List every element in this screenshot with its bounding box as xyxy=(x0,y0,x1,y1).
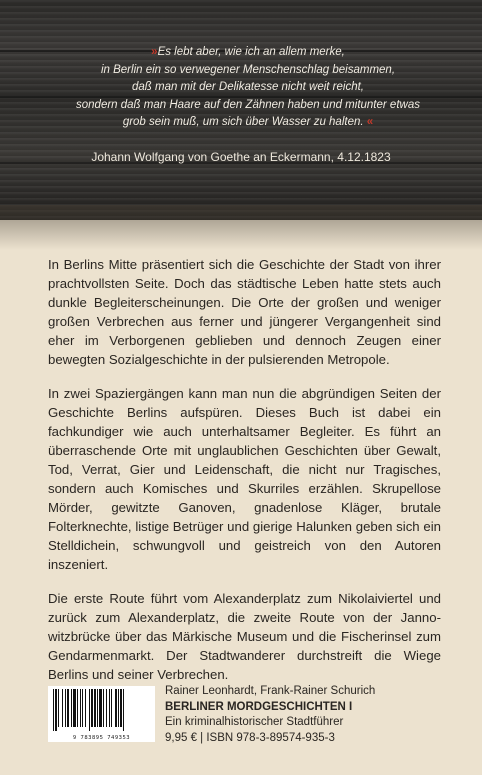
book-subtitle: Ein kriminalhistorischer Stadtführer xyxy=(165,716,344,728)
blurb xyxy=(48,255,441,699)
quote-open-mark: » xyxy=(151,46,158,58)
book-info xyxy=(165,684,465,746)
goethe-quote xyxy=(58,44,438,132)
quote-line: grob sein muß, um sich über Wasser zu halten. xyxy=(122,116,364,128)
book-authors: Rainer Leonhardt, Frank-Rainer Schurich xyxy=(165,685,376,697)
blurb-paragraph: In zwei Spaziergängen kann man nun die abgründigen Seiten der Geschichte Berlins aufspüren. Dieses Buch ist dabei ein fachkundiger wie auch unterhaltsamer Begleiter. Es führt an überraschende Orte mit unglaublichen Geschichten über Gewalt, Tod, Verrat, Gier und Leidenschaft, die nicht nur Tragisches, sondern auch Komisches und Skurriles erzählen. Skrupellose Mörder, gewitzte Ganoven, gnadenlose Kläger, brutale Folterknechte, listige Betrüger und gierige Halunken geben sich ein Stelldichein, schwungvoll und geistreich von den Autoren inszeniert. xyxy=(48,386,441,572)
book-price-isbn: 9,95 € | ISBN 978-3-89574-935-3 xyxy=(165,731,335,744)
blurb-paragraph: In Berlins Mitte präsentiert sich die Geschichte der Stadt von ihrer prachtvollsten Seite. Doch das städtische Leben hatte stets auch dunkle Begleiterscheinungen. Die Orte der großen und weniger großen Verbrechen aus ferner und jüngerer Vergangenheit sind eher im Verborgenen geblieben und dennoch Zeugen einer bewegten Sozialgeschichte in der pulsierenden Metropole. xyxy=(48,257,441,367)
quote-attribution: Johann Wolfgang von Goethe an Eckermann, 4.12.1823 xyxy=(91,150,391,164)
blurb-paragraph: Die erste Route führt vom Alexanderplatz zum Nikolaiviertel und zurück zum Alexanderplatz, die zweite Route von der Jannowitzbrücke über das Märkische Museum und die Fischerinsel zum Gendarmenmarkt. Der Stadtwanderer durchstreift die Wiege Berlins und seiner Verbrechen. xyxy=(48,591,441,682)
header-fade xyxy=(0,205,482,250)
wood-header-band xyxy=(0,0,482,220)
barcode-number: 9 783895 749353 xyxy=(72,735,131,741)
quote-line: daß man mit der Delikatesse nicht weit reicht, xyxy=(131,81,364,93)
quote-line: Es lebt aber, wie ich an allem merke, xyxy=(157,46,345,58)
barcode-bars xyxy=(52,689,151,731)
book-title: BERLINER MORDGESCHICHTEN I xyxy=(165,700,353,713)
quote-close-mark: « xyxy=(366,116,374,128)
quote-line: sondern daß man Haare auf den Zähnen haben und mitunter etwas xyxy=(76,98,420,111)
quote-line: in Berlin ein so verwegener Menschenschlag beisammen, xyxy=(100,63,396,76)
isbn-barcode xyxy=(48,686,155,742)
